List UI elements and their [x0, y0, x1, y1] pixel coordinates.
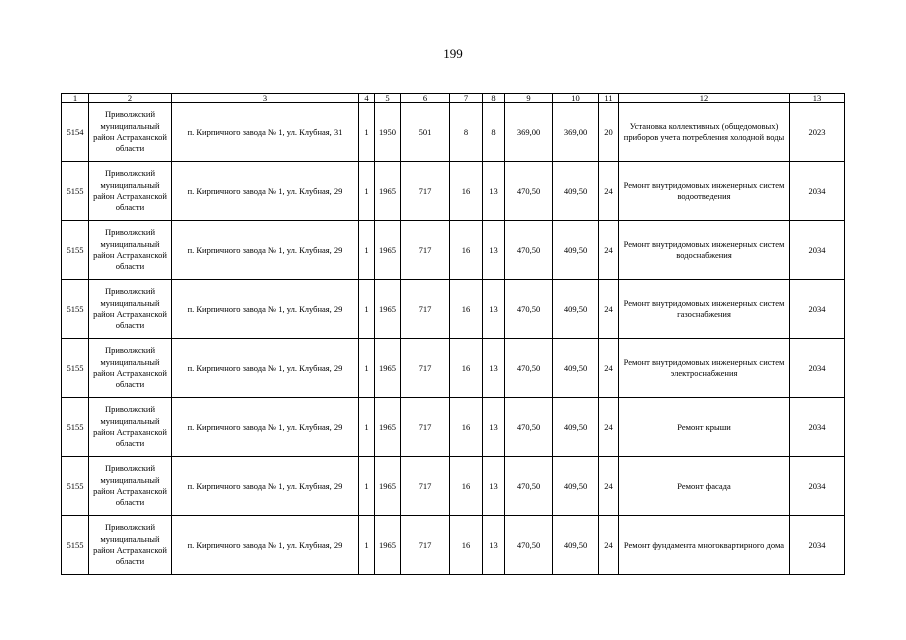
col-8-cell: 13 [483, 457, 505, 516]
table-row [62, 162, 845, 221]
column-number-cell: 13 [790, 94, 845, 103]
col-7-cell: 16 [450, 457, 483, 516]
col-6-cell: 717 [401, 221, 450, 280]
col-7-cell: 16 [450, 339, 483, 398]
column-number-cell: 12 [619, 94, 790, 103]
col-6-cell: 501 [401, 103, 450, 162]
area-total-cell: 470,50 [505, 162, 553, 221]
area-living-cell: 409,50 [553, 221, 599, 280]
col-4-cell: 1 [359, 457, 375, 516]
column-number-cell: 9 [505, 94, 553, 103]
area-total-cell: 470,50 [505, 339, 553, 398]
column-number-cell: 1 [62, 94, 89, 103]
address-cell: п. Кирпичного завода № 1, ул. Клубная, 29 [172, 221, 359, 280]
municipality-cell: Приволжский муниципальный район Астраханской области [89, 339, 172, 398]
col-11-cell: 24 [599, 516, 619, 575]
address-cell: п. Кирпичного завода № 1, ул. Клубная, 29 [172, 516, 359, 575]
col-11-cell: 24 [599, 221, 619, 280]
municipality-cell: Приволжский муниципальный район Астраханской области [89, 103, 172, 162]
table-body [62, 94, 845, 575]
table-row [62, 339, 845, 398]
area-total-cell: 369,00 [505, 103, 553, 162]
planned-year-cell: 2034 [790, 398, 845, 457]
column-number-cell: 6 [401, 94, 450, 103]
municipality-cell: Приволжский муниципальный район Астраханской области [89, 398, 172, 457]
area-total-cell: 470,50 [505, 457, 553, 516]
col-4-cell: 1 [359, 516, 375, 575]
column-number-cell: 2 [89, 94, 172, 103]
col-4-cell: 1 [359, 162, 375, 221]
planned-year-cell: 2034 [790, 221, 845, 280]
year-built-cell: 1965 [375, 280, 401, 339]
col-7-cell: 8 [450, 103, 483, 162]
column-number-row [62, 94, 845, 103]
col-6-cell: 717 [401, 339, 450, 398]
area-total-cell: 470,50 [505, 516, 553, 575]
record-id-cell: 5155 [62, 280, 89, 339]
col-6-cell: 717 [401, 516, 450, 575]
planned-year-cell: 2034 [790, 339, 845, 398]
col-4-cell: 1 [359, 339, 375, 398]
col-7-cell: 16 [450, 221, 483, 280]
column-number-cell: 10 [553, 94, 599, 103]
col-4-cell: 1 [359, 103, 375, 162]
area-living-cell: 409,50 [553, 339, 599, 398]
planned-year-cell: 2034 [790, 162, 845, 221]
year-built-cell: 1965 [375, 339, 401, 398]
table-row [62, 516, 845, 575]
col-8-cell: 13 [483, 516, 505, 575]
record-id-cell: 5155 [62, 398, 89, 457]
table-row [62, 398, 845, 457]
col-6-cell: 717 [401, 457, 450, 516]
municipality-cell: Приволжский муниципальный район Астраханской области [89, 221, 172, 280]
housing-repair-table [61, 93, 845, 575]
col-6-cell: 717 [401, 162, 450, 221]
record-id-cell: 5155 [62, 457, 89, 516]
address-cell: п. Кирпичного завода № 1, ул. Клубная, 29 [172, 280, 359, 339]
col-7-cell: 16 [450, 162, 483, 221]
area-total-cell: 470,50 [505, 280, 553, 339]
col-11-cell: 24 [599, 162, 619, 221]
work-type-cell: Ремонт внутридомовых инженерных систем электроснабжения [619, 339, 790, 398]
col-7-cell: 16 [450, 516, 483, 575]
column-number-cell: 11 [599, 94, 619, 103]
col-11-cell: 24 [599, 398, 619, 457]
column-number-cell: 3 [172, 94, 359, 103]
col-8-cell: 13 [483, 221, 505, 280]
col-8-cell: 13 [483, 398, 505, 457]
planned-year-cell: 2034 [790, 516, 845, 575]
col-7-cell: 16 [450, 280, 483, 339]
year-built-cell: 1965 [375, 457, 401, 516]
work-type-cell: Ремонт фундамента многоквартирного дома [619, 516, 790, 575]
year-built-cell: 1965 [375, 398, 401, 457]
column-number-cell: 4 [359, 94, 375, 103]
area-living-cell: 409,50 [553, 398, 599, 457]
area-living-cell: 409,50 [553, 457, 599, 516]
work-type-cell: Ремонт фасада [619, 457, 790, 516]
work-type-cell: Ремонт внутридомовых инженерных систем водоотведения [619, 162, 790, 221]
year-built-cell: 1965 [375, 221, 401, 280]
address-cell: п. Кирпичного завода № 1, ул. Клубная, 29 [172, 339, 359, 398]
column-number-cell: 5 [375, 94, 401, 103]
year-built-cell: 1965 [375, 162, 401, 221]
record-id-cell: 5155 [62, 221, 89, 280]
address-cell: п. Кирпичного завода № 1, ул. Клубная, 31 [172, 103, 359, 162]
col-4-cell: 1 [359, 398, 375, 457]
work-type-cell: Установка коллективных (общедомовых) приборов учета потребления холодной воды [619, 103, 790, 162]
municipality-cell: Приволжский муниципальный район Астраханской области [89, 516, 172, 575]
record-id-cell: 5155 [62, 516, 89, 575]
col-8-cell: 13 [483, 162, 505, 221]
area-total-cell: 470,50 [505, 221, 553, 280]
work-type-cell: Ремонт внутридомовых инженерных систем газоснабжения [619, 280, 790, 339]
work-type-cell: Ремонт внутридомовых инженерных систем водоснабжения [619, 221, 790, 280]
area-living-cell: 409,50 [553, 280, 599, 339]
municipality-cell: Приволжский муниципальный район Астраханской области [89, 280, 172, 339]
col-8-cell: 13 [483, 280, 505, 339]
address-cell: п. Кирпичного завода № 1, ул. Клубная, 29 [172, 457, 359, 516]
col-7-cell: 16 [450, 398, 483, 457]
column-number-cell: 7 [450, 94, 483, 103]
col-8-cell: 13 [483, 339, 505, 398]
col-11-cell: 20 [599, 103, 619, 162]
table-row [62, 457, 845, 516]
work-type-cell: Ремонт крыши [619, 398, 790, 457]
year-built-cell: 1965 [375, 516, 401, 575]
col-11-cell: 24 [599, 457, 619, 516]
table-row [62, 221, 845, 280]
table-row [62, 103, 845, 162]
col-8-cell: 8 [483, 103, 505, 162]
col-6-cell: 717 [401, 280, 450, 339]
record-id-cell: 5154 [62, 103, 89, 162]
municipality-cell: Приволжский муниципальный район Астраханской области [89, 162, 172, 221]
address-cell: п. Кирпичного завода № 1, ул. Клубная, 29 [172, 162, 359, 221]
area-living-cell: 409,50 [553, 516, 599, 575]
col-11-cell: 24 [599, 280, 619, 339]
area-total-cell: 470,50 [505, 398, 553, 457]
col-4-cell: 1 [359, 280, 375, 339]
col-11-cell: 24 [599, 339, 619, 398]
record-id-cell: 5155 [62, 339, 89, 398]
planned-year-cell: 2034 [790, 280, 845, 339]
page-number: 199 [443, 46, 463, 61]
planned-year-cell: 2034 [790, 457, 845, 516]
col-6-cell: 717 [401, 398, 450, 457]
area-living-cell: 369,00 [553, 103, 599, 162]
column-number-cell: 8 [483, 94, 505, 103]
record-id-cell: 5155 [62, 162, 89, 221]
year-built-cell: 1950 [375, 103, 401, 162]
col-4-cell: 1 [359, 221, 375, 280]
address-cell: п. Кирпичного завода № 1, ул. Клубная, 29 [172, 398, 359, 457]
table-row [62, 280, 845, 339]
area-living-cell: 409,50 [553, 162, 599, 221]
municipality-cell: Приволжский муниципальный район Астраханской области [89, 457, 172, 516]
planned-year-cell: 2023 [790, 103, 845, 162]
